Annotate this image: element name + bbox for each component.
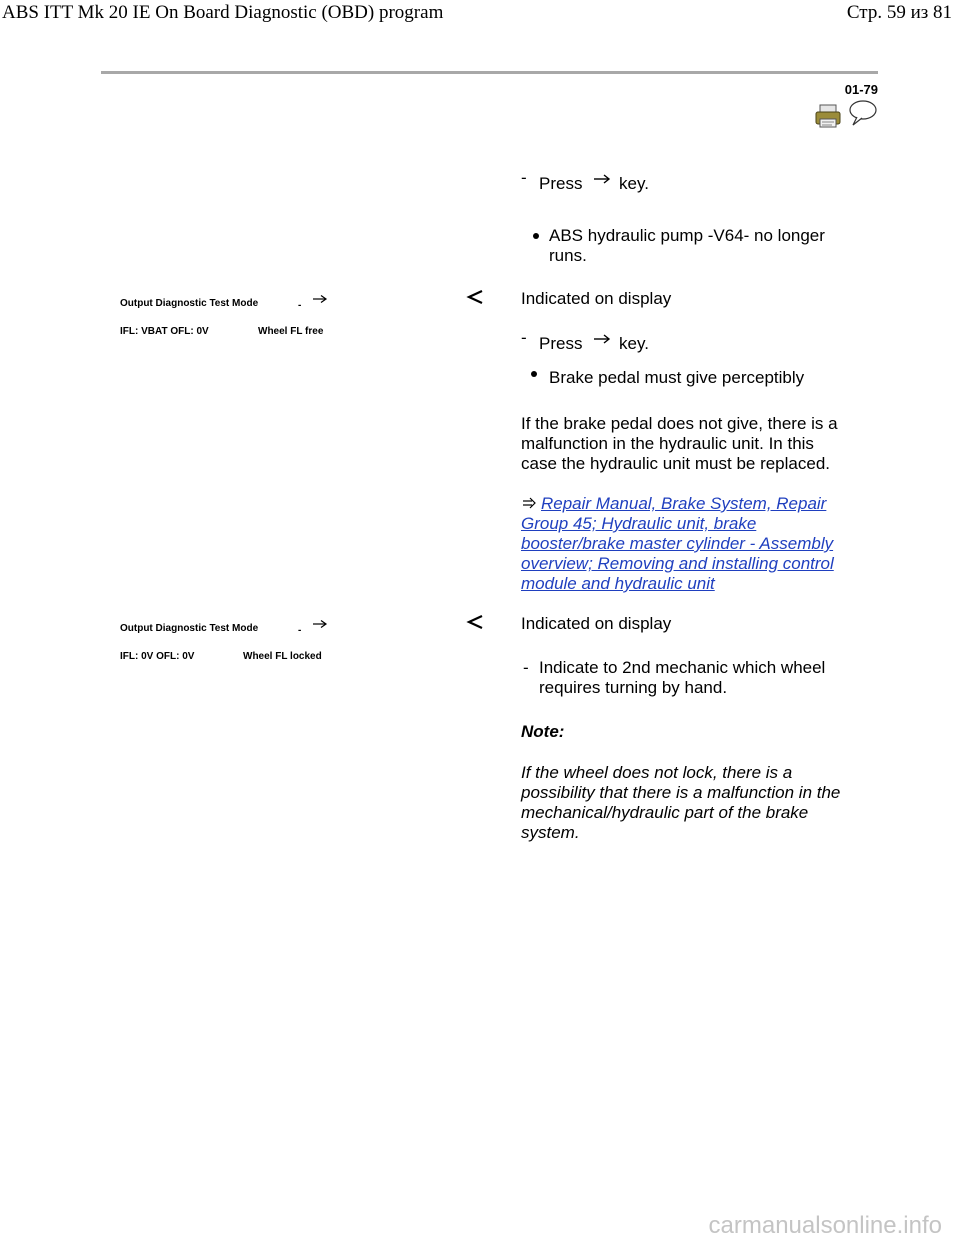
pump-note-line2: runs. (549, 246, 587, 265)
repair-manual-link-line2[interactable]: Group 45; Hydraulic unit, brake (521, 514, 757, 533)
display1-dash: - (298, 300, 302, 311)
header-divider (101, 71, 878, 74)
note-text-line2: possibility that there is a malfunction in the (521, 783, 841, 802)
display1-mode-label: Output Diagnostic Test Mode (120, 298, 259, 309)
repair-manual-link-line3[interactable]: booster/brake master cylinder - Assembly (521, 534, 834, 553)
pump-note-line1: ABS hydraulic pump -V64- no longer (549, 226, 825, 245)
repair-manual-link-line5[interactable]: module and hydraulic unit (521, 574, 715, 593)
indicate-mechanic-line1: Indicate to 2nd mechanic which wheel (539, 658, 826, 677)
arrow-right-icon (312, 619, 328, 629)
arrow-right-icon (593, 173, 611, 185)
printer-icon[interactable] (815, 104, 841, 128)
pointer-left-icon (466, 288, 484, 306)
display2-wheel-status: Wheel FL locked (243, 651, 322, 662)
display2-dash: - (298, 625, 302, 636)
arrow-right-icon (593, 333, 611, 345)
press-text: Press (539, 174, 583, 193)
arrow-right-icon (312, 294, 328, 304)
note-text-line1: If the wheel does not lock, there is a (521, 763, 793, 782)
no-give-line1: If the brake pedal does not give, there is a (521, 414, 838, 433)
note-text-line4: system. (521, 823, 580, 842)
pointer-left-icon (466, 613, 484, 631)
note-text-line3: mechanical/hydraulic part of the brake (521, 803, 809, 822)
no-give-line3: case the hydraulic unit must be replaced. (521, 454, 831, 473)
press-text: Press (539, 334, 583, 353)
bullet-icon (531, 371, 537, 377)
brake-pedal-text: Brake pedal must give perceptibly (549, 368, 805, 387)
double-arrow-icon (522, 497, 536, 509)
no-give-line2: malfunction in the hydraulic unit. In this (521, 434, 814, 453)
key-text: key. (619, 334, 649, 353)
indicated-on-display-2: Indicated on display (521, 614, 672, 633)
key-text: key. (619, 174, 649, 193)
step-dash: - (521, 168, 527, 187)
watermark: carmanualsonline.info (708, 1212, 942, 1239)
display2-ifl-ofl: IFL: 0V OFL: 0V (120, 651, 195, 662)
indicate-mechanic-line2: requires turning by hand. (539, 678, 728, 697)
repair-manual-link-line1[interactable]: Repair Manual, Brake System, Repair (541, 494, 827, 513)
display1-wheel-status: Wheel FL free (258, 326, 324, 337)
bullet-icon (533, 233, 539, 239)
step-dash: - (521, 328, 527, 347)
document-title: ABS ITT Mk 20 IE On Board Diagnostic (OBD) program (2, 2, 444, 23)
step-dash: - (523, 658, 529, 677)
page-number: 01-79 (844, 82, 878, 97)
repair-manual-link-line4[interactable]: overview; Removing and installing control (521, 554, 834, 573)
note-label: Note: (521, 722, 565, 741)
display1-ifl-ofl: IFL: VBAT OFL: 0V (120, 326, 209, 337)
display2-mode-label: Output Diagnostic Test Mode (120, 623, 259, 634)
speech-bubble-icon[interactable] (848, 99, 878, 127)
page-indicator: Стр. 59 из 81 (846, 2, 952, 23)
indicated-on-display-1: Indicated on display (521, 289, 672, 308)
